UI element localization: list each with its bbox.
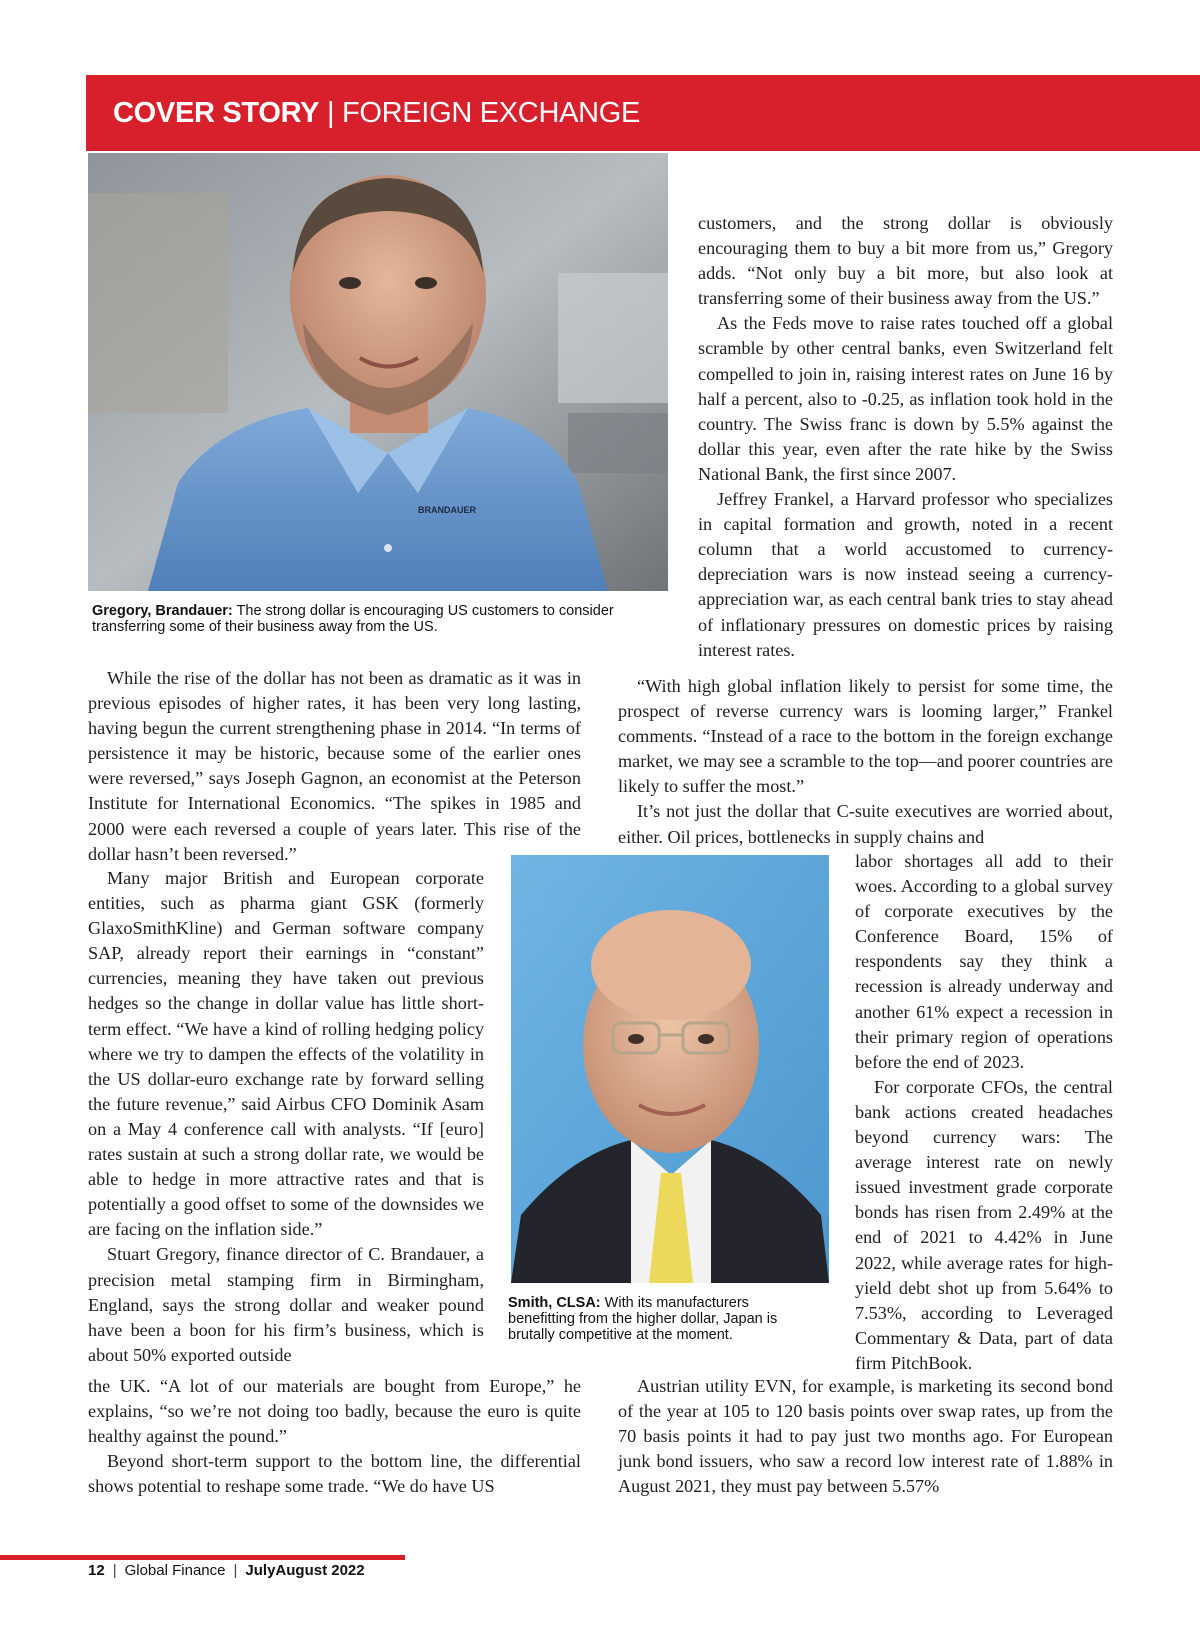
- shirt-logo-text: BRANDAUER: [418, 505, 476, 515]
- photo-smith: [511, 855, 829, 1283]
- issue-date: JulyAugust 2022: [245, 1562, 365, 1579]
- article-right-top: [698, 211, 1113, 663]
- page-number: 12: [88, 1562, 105, 1579]
- article-right-bottom: [618, 1374, 1113, 1499]
- publication-name: Global Finance: [124, 1562, 226, 1579]
- page-footer: [88, 1562, 365, 1579]
- article-left-top: [88, 666, 581, 867]
- caption-smith-name: Smith, CLSA:: [508, 1295, 601, 1311]
- article-right-mid: [618, 674, 1113, 850]
- photo-gregory: [88, 153, 668, 591]
- paragraph: It’s not just the dollar that C-suite executives are worried about, either. Oil prices, bottlenecks in supply chains and: [618, 801, 1113, 847]
- paragraph: the UK. “A lot of our materials are bought from Europe,” he explains, “so we’re not doing too badly, because the euro is quite healthy against the pound.”: [88, 1376, 581, 1447]
- section-topic: FOREIGN EXCHANGE: [341, 96, 641, 129]
- paragraph: Austrian utility EVN, for example, is marketing its second bond of the year at 105 to 120 basis points over swap rates, up from the 70 basis points it had to pay just two months ago. For European junk bond issuers, who saw a record low interest rate of 1.88% in August 2021, they must pay between 5.57%: [618, 1376, 1113, 1497]
- banner-divider: |: [326, 96, 335, 129]
- paragraph: “With high global inflation likely to persist for some time, the prospect of reverse currency wars is looming larger,” Frankel comments. “Instead of a race to the bottom in the foreign exchange market, we may see a scramble to the top—and poorer countries are likely to suffer the most.”: [618, 676, 1113, 797]
- caption-smith: [508, 1295, 818, 1343]
- paragraph: customers, and the strong dollar is obviously encouraging them to buy a bit more from us,” Gregory adds. “Not only buy a bit more, but also look at transferring some of their business away from the US.”: [698, 213, 1113, 309]
- paragraph: Jeffrey Frankel, a Harvard professor who specializes in capital formation and growth, noted in a recent column that a world accustomed to currency-depreciation wars is now instead seeing a currency-appreciation war, as each central bank tries to stay ahead of inflationary pressures on domestic prices by raising interest rates.: [698, 489, 1113, 660]
- article-left-narrow: [88, 866, 484, 1368]
- section-label: COVER STORY: [113, 96, 320, 129]
- smith-portrait-illustration: [511, 855, 829, 1283]
- paragraph: While the rise of the dollar has not been as dramatic as it was in previous episodes of higher rates, it has been very long lasting, having begun the current strengthening phase in 2014. “In terms of persistence it may be historic, because some of the earlier ones were reversed,” says Joseph Gagnon, an economist at the Peterson Institute for International Economics. “The spikes in 1985 and 2000 were each reversed a couple of years later. This rise of the dollar hasn’t been reversed.”: [88, 668, 581, 864]
- caption-gregory: [92, 603, 632, 635]
- article-right-narrow: [855, 849, 1113, 1376]
- footer-separator: |: [112, 1562, 117, 1579]
- caption-smith-text: With its manufacturers benefitting from the higher dollar, Japan is brutally competitive at the moment.: [508, 1295, 778, 1343]
- caption-gregory-text: The strong dollar is encouraging US customers to consider transferring some of their business away from the US.: [92, 603, 614, 635]
- section-title: [113, 97, 640, 130]
- section-banner: [86, 75, 1200, 151]
- article-left-bottom: [88, 1374, 581, 1499]
- footer-rule: [0, 1555, 405, 1560]
- gregory-portrait-illustration: [88, 153, 668, 591]
- footer-separator: |: [233, 1562, 238, 1579]
- paragraph: For corporate CFOs, the central bank actions created headaches beyond currency wars: The average interest rate on newly issued investment grade corporate bonds has risen from 2.49% at the end of 2021 to 4.42% in June 2022, while average rates for high-yield debt shot up from 5.64% to 7.53%, according to Leveraged Commentary & Data, part of data firm PitchBook.: [855, 1076, 1113, 1373]
- paragraph: Stuart Gregory, finance director of C. Brandauer, a precision metal stamping firm in Birmingham, England, says the strong dollar and weaker pound have been a boon for his firm’s business, which is about 50% exported outside: [88, 1244, 484, 1365]
- paragraph: labor shortages all add to their woes. According to a global survey of corporate executives by the Conference Board, 15% of respondents say they think a recession is already underway and another 61% expect a recession in their primary region of operations before the end of 2023.: [855, 851, 1113, 1072]
- caption-gregory-name: Gregory, Brandauer:: [92, 603, 233, 619]
- paragraph: As the Feds move to raise rates touched off a global scramble by other central banks, even Switzerland felt compelled to join in, raising interest rates on June 16 by half a percent, also to -0.25, as inflation took hold in the country. The Swiss franc is down by 5.5% against the dollar this year, even after the rate hike by the Swiss National Bank, the first since 2007.: [698, 313, 1113, 484]
- paragraph: Beyond short-term support to the bottom line, the differential shows potential to reshape some trade. “We do have US: [88, 1451, 581, 1497]
- paragraph: Many major British and European corporate entities, such as pharma giant GSK (formerly GlaxoSmithKline) and German software company SAP, already report their earnings in “constant” currencies, meaning they have taken out previous hedges so the change in dollar value has little short-term effect. “We have a kind of rolling hedging policy where we try to dampen the effects of the volatility in the US dollar-euro exchange rate by forward selling the future revenue,” said Airbus CFO Dominik Asam on a May 4 conference call with analysts. “If [euro] rates sustain at such a strong dollar rate, we would be able to hedge in more attractive rates and that is potentially a good offset to some of the downsides we are facing on the inflation side.”: [88, 868, 484, 1240]
